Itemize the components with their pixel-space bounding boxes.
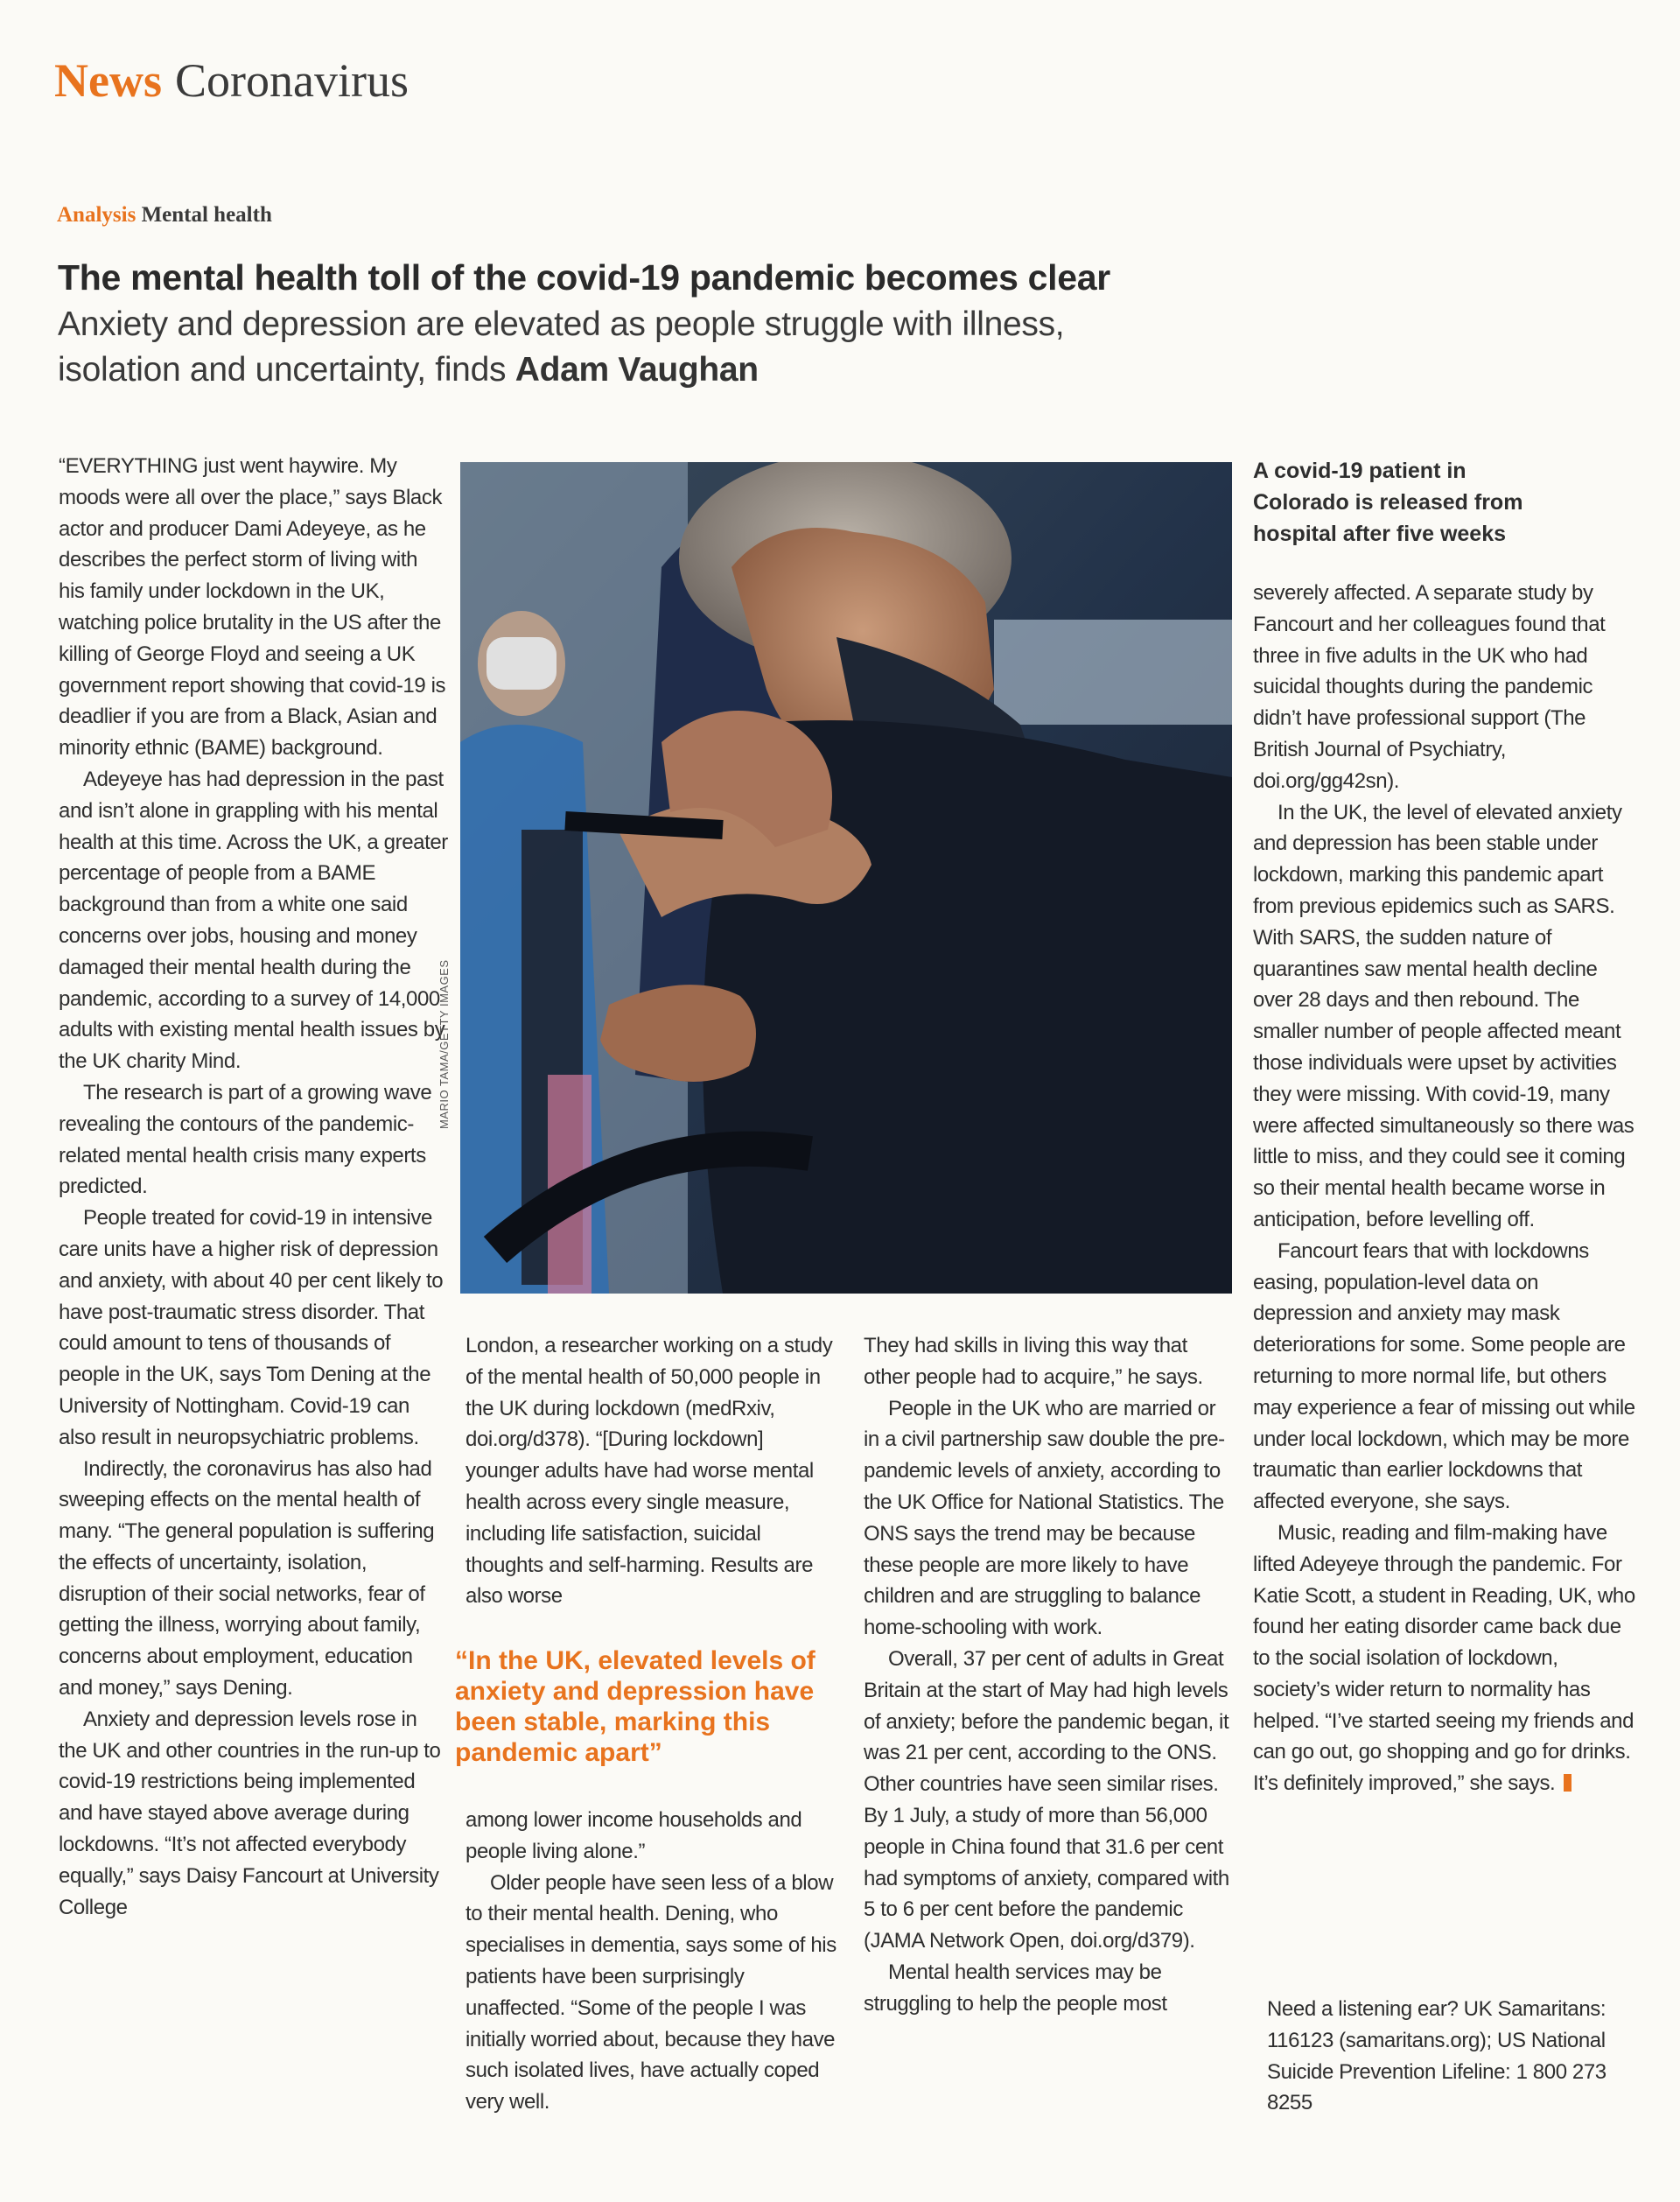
kicker-topic: Mental health [141, 203, 272, 227]
paragraph: In the UK, the level of elevated anxiety and depression has been stable under lockdown, marking this pandemic apart from previous epidemics such as SARS. With SARS, the sudden nature of quarantines saw mental health decline over 28 days and then rebound. The smaller number of people affected meant those individuals were upset by activities they were missing. With covid-19, many were affected simultaneously so there was little to miss, and they could see it coming so their mental health became worse in anticipation, before levelling off. [1253, 800, 1634, 1231]
column-4 [1253, 578, 1638, 1799]
helpline-note [1267, 1994, 1643, 2119]
paragraph: Older people have seen less of a blow to their mental health. Dening, who specialises in dementia, says some of his patients have been surprisingly unaffected. “Some of the people I was initially worried about, because they have such isolated lives, have actually coped very well. [466, 1870, 836, 2114]
section-header [54, 54, 409, 107]
headline: The mental health toll of the covid-19 pandemic becomes clear [58, 257, 1110, 298]
paragraph: Overall, 37 per cent of adults in Great Britain at the start of May had high levels of anxiety; before the pandemic began, it was 21 per cent, according to the ONS. Other countries have seen similar rises. By 1 July, a study of more than 56,000 people in China found that 31.6 per cent had symptoms of anxiety, compared with 5 to 6 per cent before the pandemic (JAMA Network Open, doi.org/d379). [864, 1646, 1229, 1953]
photo-illustration [460, 462, 1232, 1294]
helpline-text: Need a listening ear? UK Samaritans: 116123 (samaritans.org); US National Suicide Prevention Lifeline: 1 800 273 8255 [1267, 1997, 1606, 2115]
paragraph-final [1253, 1518, 1638, 1799]
kicker-analysis: Analysis [57, 203, 136, 227]
paragraph: Indirectly, the coronavirus has also had sweeping effects on the mental health of many. “The general population is suffering the effects of uncertainty, isolation, disruption of their social networks, fear of getting the illness, worrying about family, concerns about employment, education and money,” says Dening. [59, 1456, 435, 1701]
paragraph: among lower income households and people living alone.” [466, 1808, 802, 1863]
paragraph-final-text: Music, reading and film-making have lifted Adeyeye through the pandemic. For Katie Scott, a student in Reading, UK, who found her eating disorder came back due to the social isolation of lockdown, society’s wider return to normality has helped. “I’ve started seeing my friends and can go out, go shopping and go for drinks. It’s definitely improved,” she says. [1253, 1520, 1635, 1796]
standfirst [58, 302, 1160, 393]
paragraph: People in the UK who are married or in a civil partnership saw double the pre-pandemic levels of anxiety, according to the UK Office for National Statistics. The ONS says the trend may be because these people are more likely to have children and are struggling to balance home-schooling with work. [864, 1396, 1225, 1640]
photo-credit: MARIO TAMA/GETTY IMAGES [438, 959, 451, 1129]
column-3 [864, 1330, 1236, 2020]
paragraph: London, a researcher working on a study of the mental health of 50,000 people in the UK during lockdown (medRxiv, doi.org/d378). “[During lockdown] younger adults have had worse mental health across every single measure, including life satisfaction, suicidal thoughts and self-harming. Results are also worse [466, 1334, 833, 1609]
paragraph: Fancourt fears that with lockdowns easing, population-level data on depression and anxiety may mask deteriorations for some. Some people are returning to more normal life, but others may experience a fear of missing out while under local lockdown, which may be more traumatic than earlier lockdowns that affected everyone, she says. [1253, 1238, 1635, 1514]
paragraph: Mental health services may be struggling to help the people most [864, 1960, 1167, 2016]
article-kicker [57, 203, 272, 228]
photo-caption: A covid-19 patient in Colorado is released from hospital after five weeks [1253, 459, 1523, 546]
standfirst-text: Anxiety and depression are elevated as people struggle with illness, isolation and uncertainty, finds [58, 305, 1065, 389]
article-photo [460, 462, 1232, 1294]
paragraph: People treated for covid-19 in intensive care units have a higher risk of depression and anxiety, with about 40 per cent likely to have post-traumatic stress disorder. That could amount to tens of thousands of people in the UK, says Tom Dening at the University of Nottingham. Covid-19 can also result in neuropsychiatric problems. [59, 1206, 444, 1449]
column-2 [466, 1330, 842, 1612]
paragraph: Adeyeye has had depression in the past and isn’t alone in grappling with his mental health at this time. Across the UK, a greater percentage of people from a BAME background than from a white one said concerns over jobs, housing and money damaged their mental health during the pandemic, according to a survey of 14,000 adults with existing mental health issues by the UK charity Mind. [59, 767, 448, 1074]
paragraph: severely affected. A separate study by Fancourt and her colleagues found that three in five adults in the UK who had suicidal thoughts during the pandemic didn’t have professional support (The British Journal of Psychiatry, doi.org/gg42sn). [1253, 581, 1606, 793]
end-of-article-icon [1564, 1774, 1572, 1792]
column-2-continued [466, 1805, 842, 2118]
section-topic: Coronavirus [175, 54, 409, 107]
paragraph: “EVERYTHING just went haywire. My moods were all over the place,” says Black actor and producer Dami Adeyeye, as he describes the perfect storm of living with his family under lockdown in the UK, watching police brutality in the US after the killing of George Floyd and seeing a UK government report showing that covid-19 is deadlier if you are from a Black, Asian and minority ethnic (BAME) background. [59, 454, 446, 761]
paragraph: They had skills in living this way that other people had to acquire,” he says. [864, 1334, 1203, 1389]
author-name: Adam Vaughan [514, 351, 759, 389]
section-news: News [54, 54, 162, 107]
paragraph: Anxiety and depression levels rose in the UK and other countries in the run-up to covid-19 restrictions being implemented and have stayed above average during lockdowns. “It’s not affected everybody equally,” says Daisy Fancourt at University College [59, 1707, 441, 1919]
paragraph: The research is part of a growing wave revealing the contours of the pandemic-related mental health crisis many experts predicted. [59, 1080, 432, 1199]
pull-quote: “In the UK, elevated levels of anxiety and depression have been stable, marking this pandemic apart” [455, 1646, 816, 1767]
column-1 [59, 451, 448, 1923]
